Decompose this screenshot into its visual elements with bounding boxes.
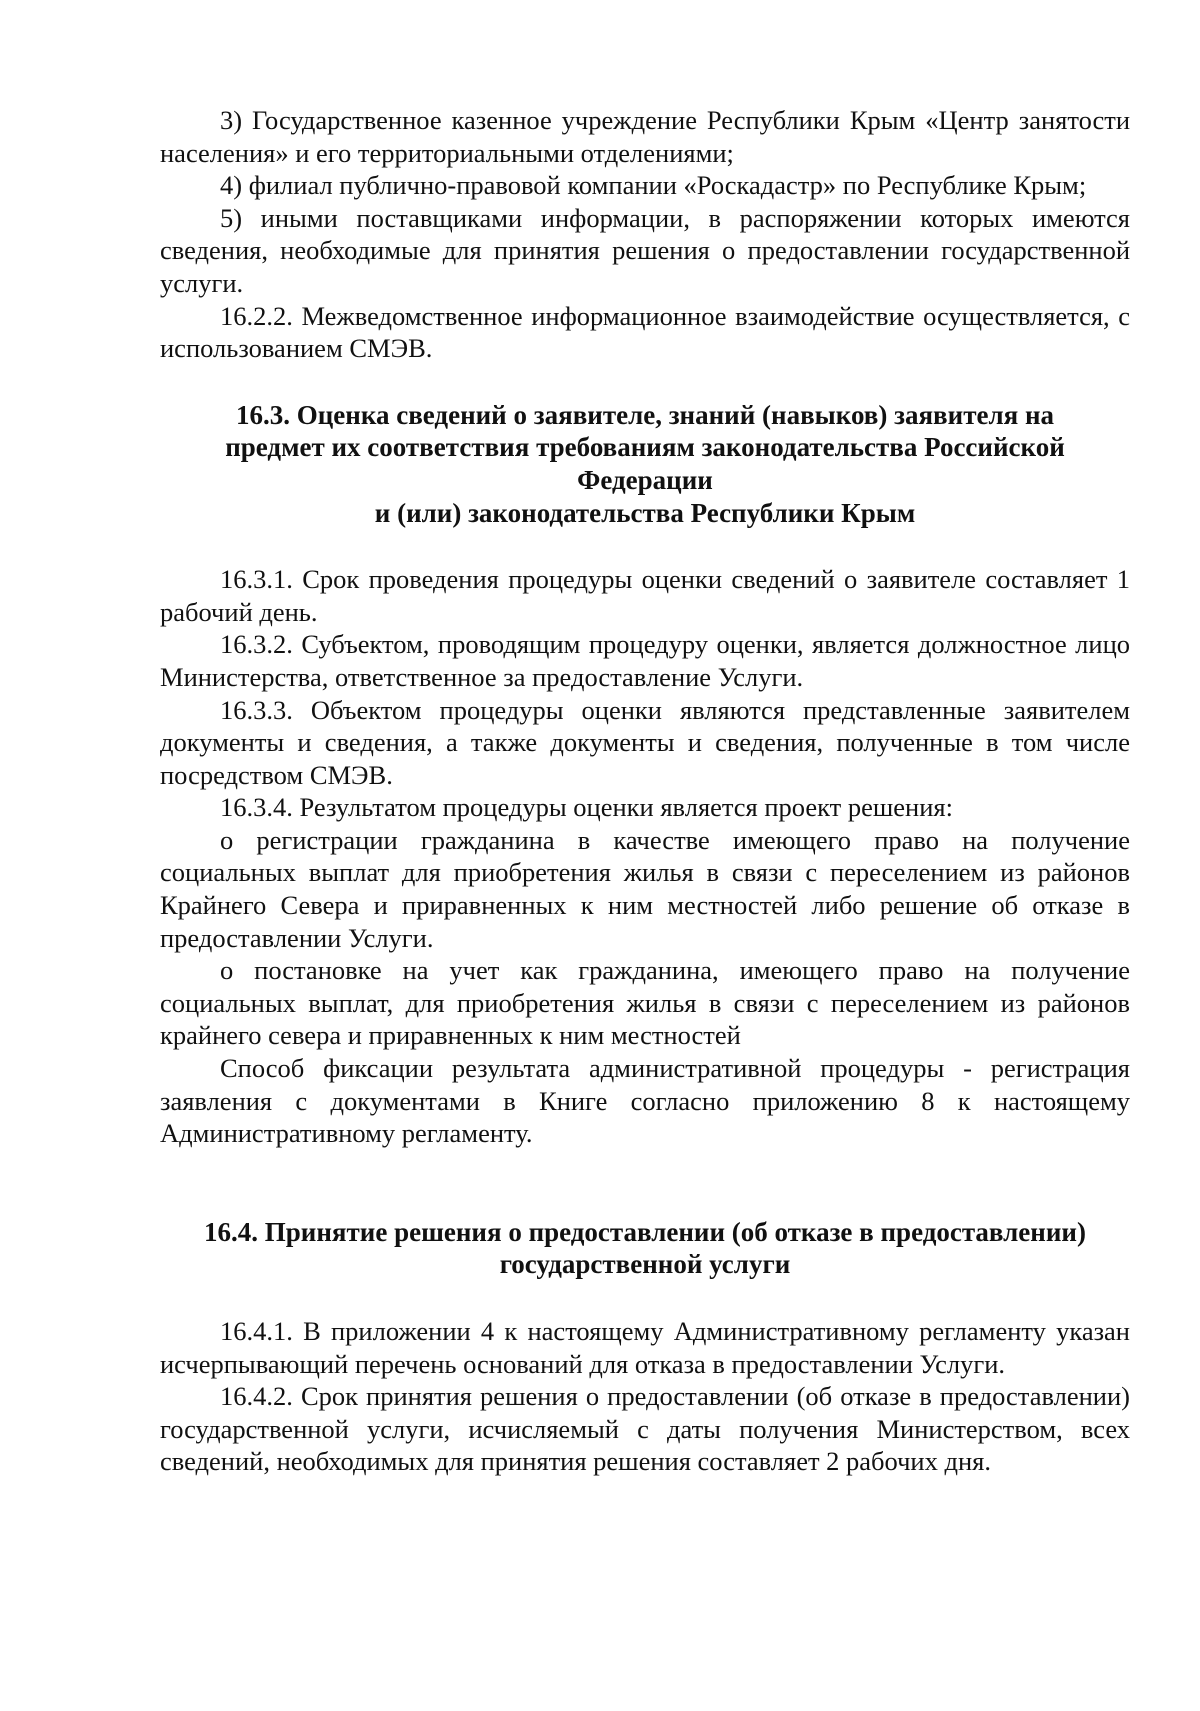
paragraph-fixation-method: Способ фиксации результата административной процедуры - регистрация заявления с документами в Книге согласно приложению 8 к настоящему Административному регламенту. (160, 1053, 1130, 1149)
paragraph-16-2-2: 16.2.2. Межведомственное информационное взаимодействие осуществляется, с использованием СМЭВ. (160, 300, 1130, 364)
paragraph-16-4-1: 16.4.1. В приложении 4 к настоящему Административному регламенту указан исчерпывающий перечень оснований для отказа в предоставлении Услуги. (160, 1316, 1130, 1379)
paragraph-16-3-2: 16.3.2. Субъектом, проводящим процедуру оценки, является должностное лицо Министерства, ответственное за предоставление Услуги. (160, 629, 1130, 692)
section-heading-16-3 (160, 399, 1130, 529)
paragraph-item-5: 5) иными поставщиками информации, в распоряжении которых имеются сведения, необходимые для принятия решения о предоставлении государственной услуги. (160, 202, 1130, 298)
paragraph-item-3: 3) Государственное казенное учреждение Республики Крым «Центр занятости населения» и его территориальными отделениями; (160, 105, 1130, 168)
heading-line: государственной услуги (499, 1249, 791, 1280)
section-heading-16-4 (160, 1216, 1130, 1281)
heading-line: Федерации (577, 464, 713, 495)
heading-line: 16.3. Оценка сведений о заявителе, знаний (навыков) заявителя на (235, 399, 1054, 430)
heading-line: и (или) законодательства Республики Крым (374, 497, 916, 528)
document-page (160, 104, 1130, 1478)
paragraph-16-3-4: 16.3.4. Результатом процедуры оценки является проект решения: (220, 792, 953, 823)
heading-line: 16.4. Принятие решения о предоставлении (об отказе в предоставлении) (204, 1216, 1086, 1247)
paragraph-16-4-2: 16.4.2. Срок принятия решения о предоставлении (об отказе в предоставлении) государственной услуги, исчисляемый с даты получения Министерством, всех сведений, необходимых для принятия решения составляет 2 рабочих дня. (160, 1381, 1130, 1477)
paragraph-result-registration: о регистрации гражданина в качестве имеющего право на получение социальных выплат для приобретения жилья в связи с переселением из районов Крайнего Севера и приравненных к ним местностей либо решение об отказе в предоставлении Услуги. (160, 824, 1130, 953)
paragraph-16-3-3: 16.3.3. Объектом процедуры оценки являются представленные заявителем документы и сведения, а также документы и сведения, полученные в том числе посредством СМЭВ. (160, 694, 1130, 790)
heading-line: предмет их соответствия требованиям законодательства Российской (225, 432, 1065, 463)
paragraph-result-registry: о постановке на учет как гражданина, имеющего право на получение социальных выплат, для приобретения жилья в связи с переселением из районов крайнего севера и приравненных к ним местностей (160, 955, 1130, 1051)
paragraph-item-4: 4) филиал публично-правовой компании «Роскадастр» по Республике Крым; (220, 170, 1087, 201)
paragraph-16-3-1: 16.3.1. Срок проведения процедуры оценки сведений о заявителе составляет 1 рабочий день. (160, 564, 1130, 627)
